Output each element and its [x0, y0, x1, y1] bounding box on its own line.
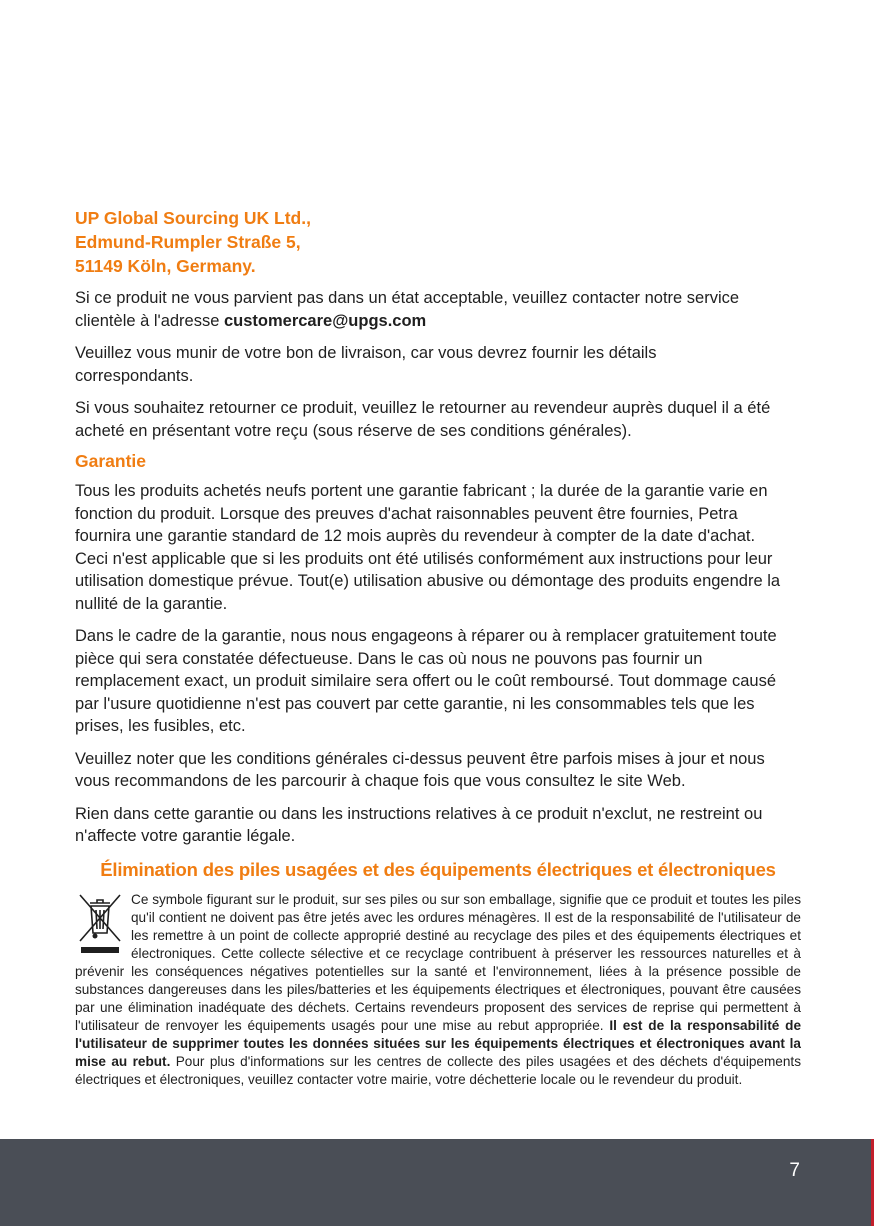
- address-line-1: UP Global Sourcing UK Ltd.,: [75, 208, 311, 228]
- weee-heading: Élimination des piles usagées et des équipements électriques et électroniques: [100, 858, 776, 880]
- address-line-3: 51149 Köln, Germany.: [75, 256, 256, 276]
- company-address: [75, 206, 801, 278]
- page-footer: [0, 1139, 874, 1226]
- guarantee-paragraph-4: Rien dans cette garantie ou dans les instructions relatives à ce produit n'exclut, ne restreint ou n'affecte votre garantie légale.: [75, 804, 763, 845]
- support-email[interactable]: customercare@upgs.com: [223, 311, 427, 330]
- guarantee-paragraph-2: Dans le cadre de la garantie, nous nous engageons à réparer ou à remplacer gratuitement toute pièce qui sera constatée défectueuse. Dans le cas où nous ne pouvons pas fournir un remplacement exact, un produit similaire sera offert ou le coût remboursé. Tout dommage causé par l'usure quotidienne n'est pas couvert par cette garantie, ni les consommables tels que les prises, les fusibles, etc.: [75, 627, 777, 735]
- weee-text-part-1: Ce symbole figurant sur le produit, sur ses piles ou sur son emballage, signifie que ce produit et toutes les piles qu'il contient ne doivent pas être jetés avec les ordures ménagères. Il est de la responsabilité de l'utilisateur de les remettre à un point de collecte approprié destiné au recyclage des piles et des équipements électriques et électroniques. Cette collecte sélective et ce recyclage contribuent à préserver les ressources naturelles et à prévenir les conséquences négatives potentielles sur la santé et l'environnement, liées à la présence possible de substances dangereuses dans les piles/batteries et les équipements électriques et électroniques, pouvant être causées par une élimination inadéquate des déchets. Certains revendeurs proposent des services de reprise qui permettent à l'utilisateur de renvoyer les équipements usagés pour une mise au rebut appropriée.: [75, 891, 801, 1034]
- contact-paragraph: [75, 287, 801, 332]
- return-paragraph: Si vous souhaitez retourner ce produit, veuillez le retourner au revendeur auprès duquel il a été acheté en présentant votre reçu (sous réserve de ses conditions générales).: [75, 399, 771, 440]
- weee-text-bold: Il est de la responsabilité de l'utilisateur de supprimer toutes les données situées sur les équipements électriques et électroniques avant la mise au rebut.: [75, 1018, 802, 1070]
- address-line-2: Edmund-Rumpler Straße 5,: [75, 232, 301, 252]
- contact-text: Si ce produit ne vous parvient pas dans un état acceptable, veuillez contacter notre service clientèle à l'adresse: [75, 289, 740, 330]
- page-content: [75, 206, 801, 1090]
- crossed-out-wheelie-bin-icon: [75, 891, 125, 955]
- guarantee-paragraph-1: Tous les produits achetés neufs portent une garantie fabricant ; la durée de la garantie varie en fonction du produit. Lorsque des preuves d'achat raisonnables peuvent être fournies, Petra fournira une garantie standard de 12 mois auprès du revendeur à compter de la date d'achat. Ceci n'est applicable que si les produits ont été utilisés conformément aux instructions pour leur utilisation domestique prévue. Tout(e) utilisation abusive ou démontage des produits engendre la nullité de la garantie.: [75, 482, 781, 613]
- page-number: 7: [789, 1160, 800, 1181]
- weee-text-part-2: Pour plus d'informations sur les centres de collecte des piles usagées et des déchets d'équipements électriques et électroniques, veuillez contacter votre mairie, votre déchetterie locale ou le revendeur du produit.: [75, 1054, 801, 1088]
- guarantee-paragraph-3: Veuillez noter que les conditions générales ci-dessus peuvent être parfois mises à jour et nous vous recommandons de les parcourir à chaque fois que vous consultez le site Web.: [75, 749, 765, 790]
- delivery-note-paragraph: Veuillez vous munir de votre bon de livraison, car vous devrez fournir les détails correspondants.: [75, 344, 657, 385]
- weee-paragraph: [75, 891, 801, 1090]
- guarantee-heading: Garantie: [75, 451, 146, 471]
